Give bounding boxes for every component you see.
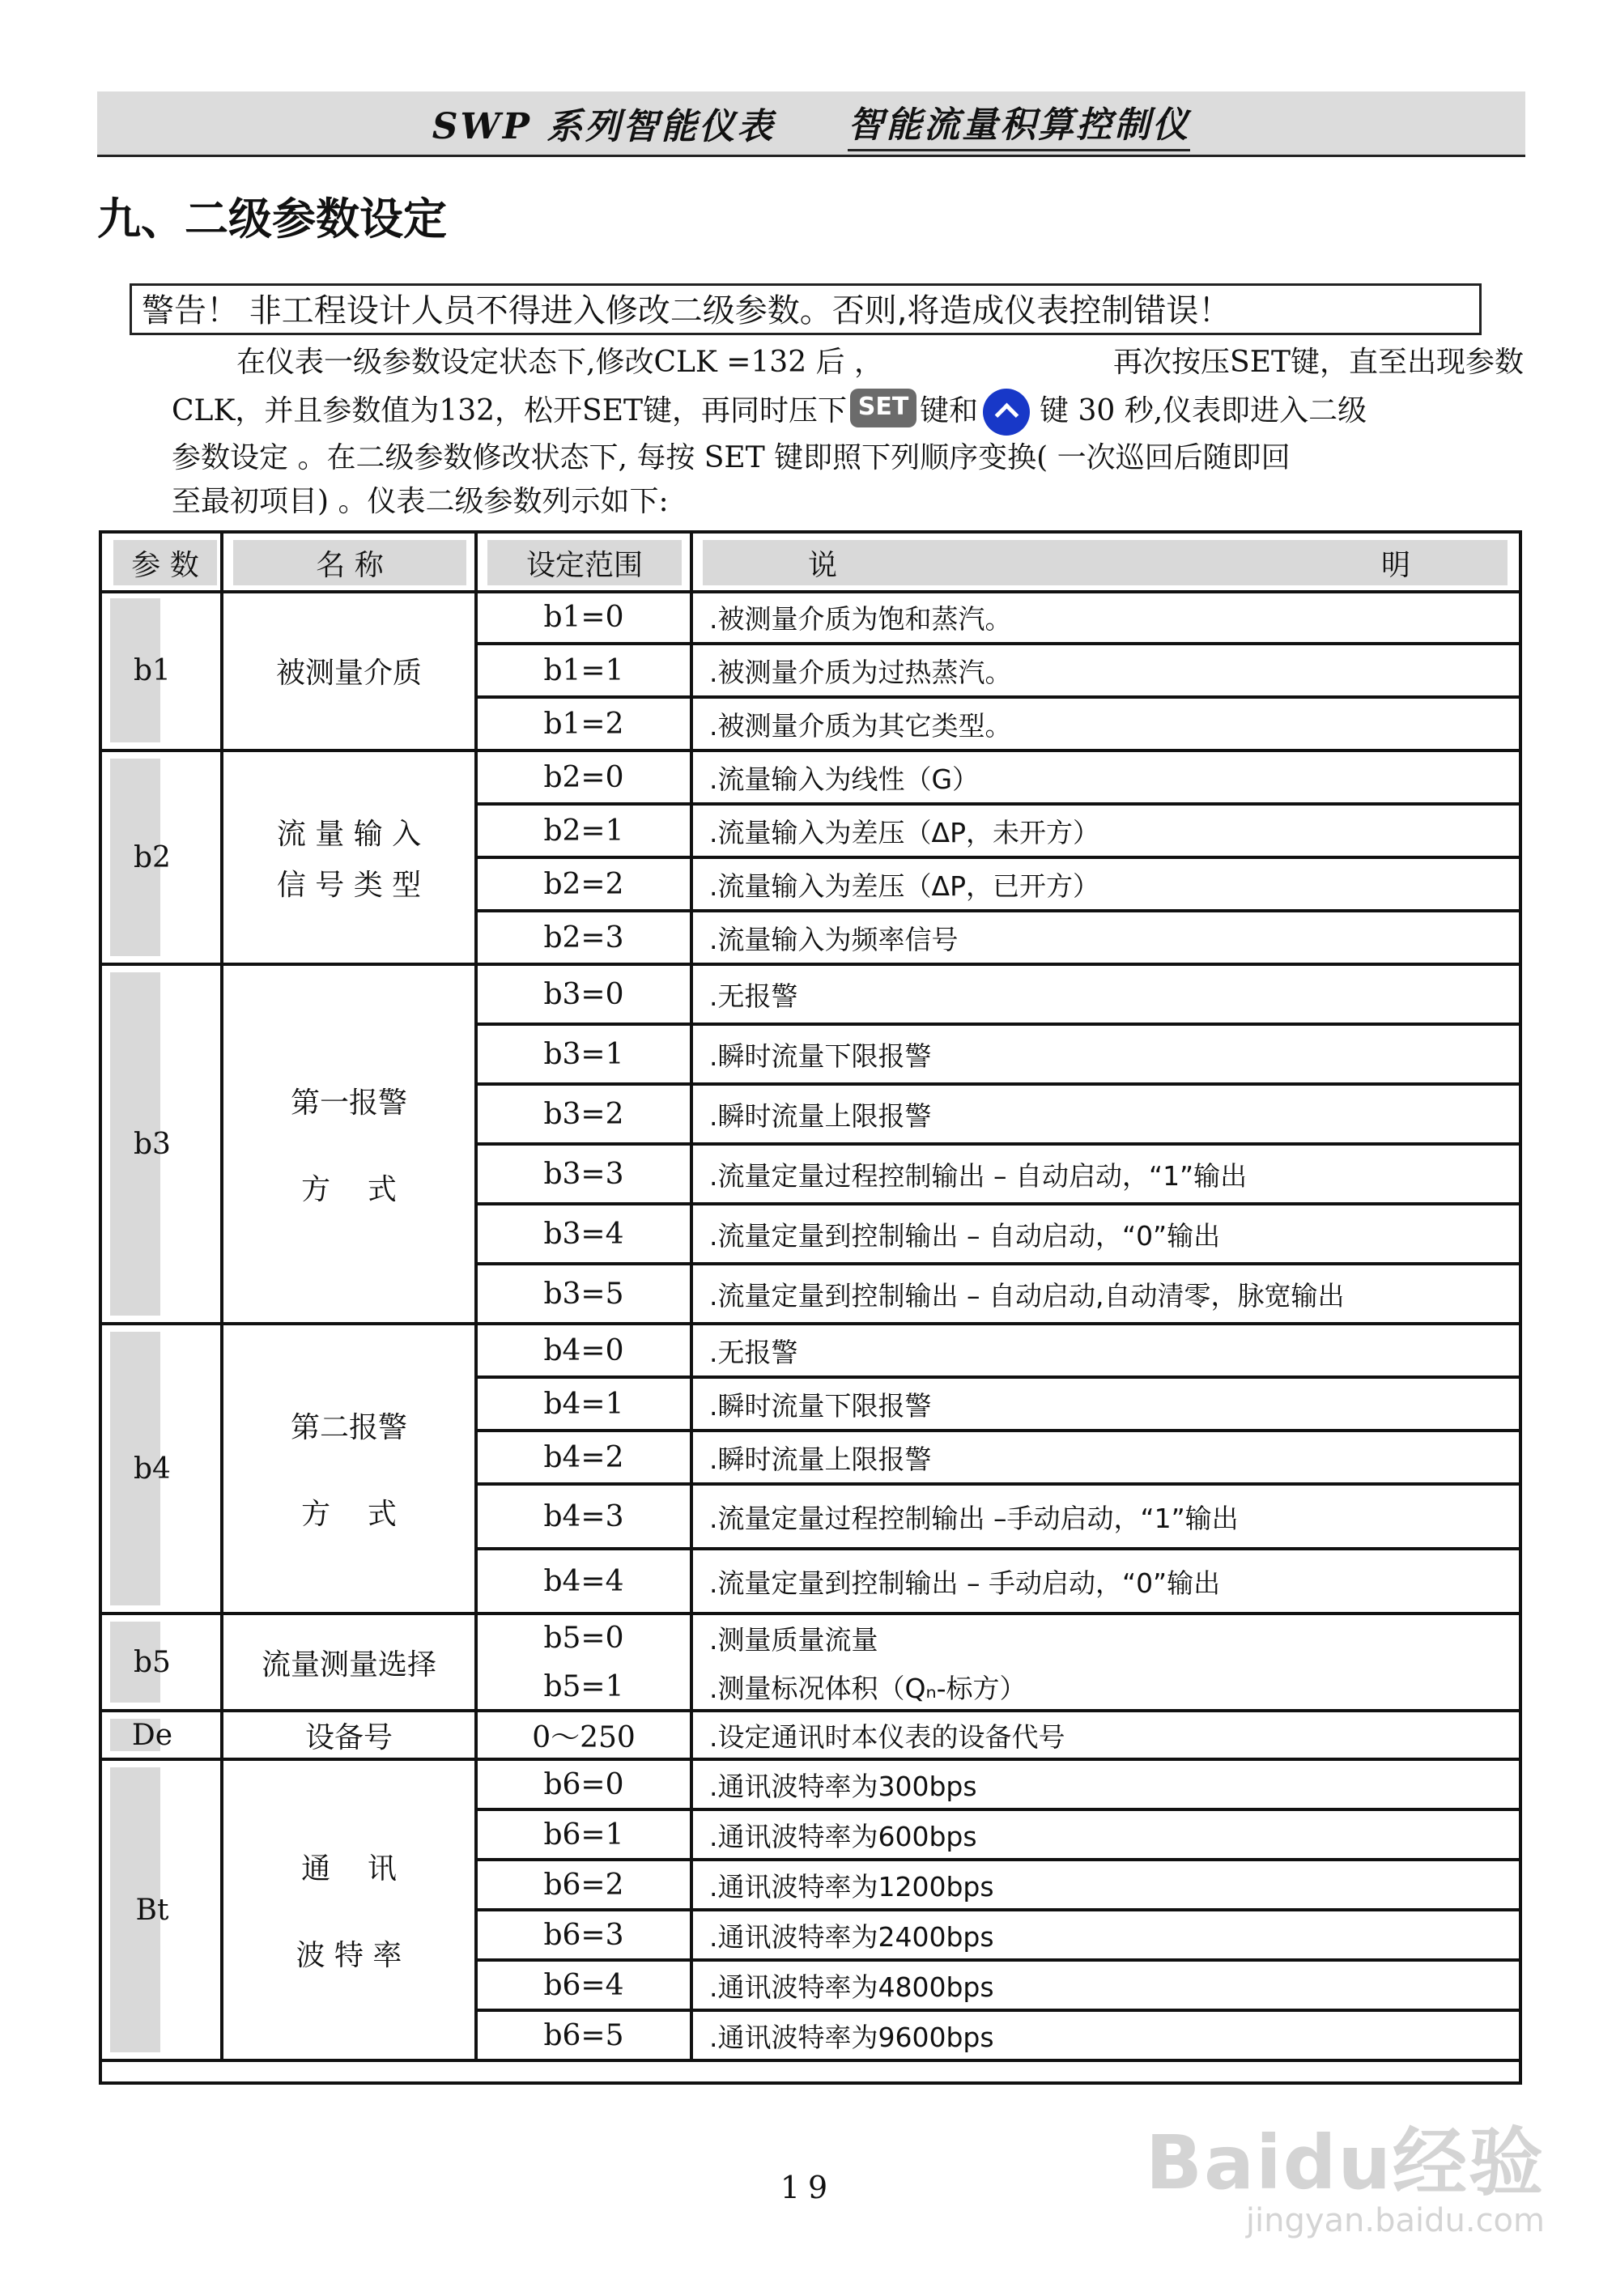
range-cell: b4=2 <box>543 1440 624 1474</box>
range-cell: b5=0 <box>543 1621 624 1655</box>
param-name-line: 方 式 <box>301 1498 397 1531</box>
desc-cell: .流量定量到控制输出 – 自动启动,自动清零，脉宽输出 <box>709 1279 1345 1312</box>
param-code-text: b1 <box>134 653 171 687</box>
range-cell: b3=2 <box>543 1097 624 1131</box>
param-code-text: b5 <box>134 1645 171 1679</box>
desc-cell: .瞬时流量上限报警 <box>709 1443 932 1475</box>
warning-box: 警告！ 非工程设计人员不得进入修改二级参数。否则,将造成仪表控制错误！ <box>130 283 1482 335</box>
header-param: 参 数 <box>113 540 217 585</box>
param-code-text: Bt <box>135 1893 169 1927</box>
param-name-line: 第二报警 <box>290 1411 407 1444</box>
intro-line-4: 至最初项目) 。仪表二级参数列示如下: <box>172 485 669 518</box>
param-name <box>222 1759 476 2060</box>
range-cell: b6=4 <box>543 1968 624 2002</box>
desc-cell: .流量定量过程控制输出 –手动启动，“1”输出 <box>709 1502 1239 1534</box>
range-cell: b6=1 <box>543 1818 624 1852</box>
param-name-line: 通 讯 <box>301 1852 397 1886</box>
header-range: 设定范围 <box>487 540 682 585</box>
param-name-line: 设备号 <box>304 1720 393 1754</box>
param-name-line: 流量测量选择 <box>261 1648 436 1682</box>
param-name-line: 流 量 输 入 <box>276 818 422 851</box>
section-title: 九、二级参数设定 <box>97 193 447 244</box>
header-product: 智能流量积算控制仪 <box>848 96 1190 151</box>
range-cell: b2=2 <box>543 867 624 901</box>
desc-cell: .瞬时流量下限报警 <box>709 1389 932 1422</box>
desc-cell: .流量输入为差压（ΔP，已开方） <box>709 870 1099 902</box>
header-desc-b: 明 <box>1380 548 1410 582</box>
range-cell: b1=0 <box>543 600 624 634</box>
param-name-line: 被测量介质 <box>275 656 422 690</box>
header-desc <box>703 540 1508 585</box>
range-cell: b6=0 <box>543 1767 624 1801</box>
intro-line-1 <box>172 340 1524 385</box>
table-rule <box>474 534 478 2060</box>
range-cell: b2=1 <box>543 814 624 848</box>
header-desc-a: 说 <box>808 548 838 582</box>
param-code-text: De <box>131 1718 173 1752</box>
param-name <box>222 590 476 750</box>
param-name <box>222 750 476 964</box>
range-cell: b4=4 <box>543 1564 624 1598</box>
range-cell: b1=1 <box>543 653 624 687</box>
desc-cell: .无报警 <box>709 1336 798 1368</box>
desc-cell: .被测量介质为饱和蒸汽。 <box>709 602 1012 635</box>
range-cell: b5=1 <box>543 1669 624 1703</box>
param-code-text: b3 <box>134 1127 171 1161</box>
desc-cell: .瞬时流量下限报警 <box>709 1040 932 1072</box>
param-code <box>110 598 219 742</box>
range-cell: b4=1 <box>543 1387 624 1421</box>
desc-cell: .通讯波特率为9600bps <box>709 2021 994 2053</box>
desc-cell: .流量输入为线性（G） <box>709 763 980 795</box>
set-key-icon: SET <box>850 389 916 427</box>
range-cell: b3=4 <box>543 1217 624 1251</box>
table-rule <box>690 534 693 2060</box>
range-cell: b6=3 <box>543 1918 624 1952</box>
running-header <box>97 91 1525 157</box>
header-name: 名 称 <box>233 540 466 585</box>
desc-cell: .流量输入为频率信号 <box>709 923 959 955</box>
watermark <box>1146 2103 1545 2239</box>
intro-line-1b: 再次按压SET键，直至出现参数 <box>1113 346 1524 379</box>
param-name <box>222 1614 476 1711</box>
intro-line-1a: 在仪表一级参数设定状态下,修改CLK =132 后 ， <box>236 346 883 379</box>
table-rule <box>102 2059 1519 2062</box>
range-cell: b3=5 <box>543 1277 624 1311</box>
header-series: SWP 系列智能仪表 <box>432 106 776 147</box>
range-cell: b2=3 <box>543 921 624 955</box>
desc-cell: .通讯波特率为4800bps <box>709 1971 994 2003</box>
desc-cell: .流量定量到控制输出 – 手动启动，“0”输出 <box>709 1567 1221 1599</box>
desc-cell: .通讯波特率为2400bps <box>709 1920 994 1953</box>
param-code <box>110 1332 219 1605</box>
up-key-icon <box>983 389 1030 436</box>
page-number: 19 <box>780 2170 836 2205</box>
parameter-table <box>99 530 1522 2085</box>
param-code <box>110 1767 219 2052</box>
watermark-logo: Baidu经验 <box>1145 2120 1545 2206</box>
range-cell: b1=2 <box>543 707 624 741</box>
desc-cell: .通讯波特率为600bps <box>709 1820 977 1852</box>
intro-line-2c: 键 30 秒,仪表即进入二级 <box>1040 394 1367 427</box>
desc-cell: .流量定量过程控制输出 – 自动启动，“1”输出 <box>709 1159 1248 1192</box>
param-code <box>110 1719 219 1751</box>
desc-cell: .流量输入为差压（ΔP，未开方） <box>709 816 1099 848</box>
desc-cell: .被测量介质为过热蒸汽。 <box>709 656 1012 688</box>
param-name-line: 信 号 类 型 <box>276 869 422 902</box>
param-code-text: b4 <box>134 1452 171 1486</box>
param-code <box>110 972 219 1316</box>
range-cell: 0～250 <box>532 1720 636 1754</box>
param-name <box>222 1324 476 1614</box>
range-cell: b3=0 <box>543 977 624 1011</box>
desc-cell: .设定通讯时本仪表的设备代号 <box>709 1720 1065 1753</box>
desc-cell: .瞬时流量上限报警 <box>709 1099 932 1132</box>
desc-cell: .被测量介质为其它类型。 <box>709 709 1012 742</box>
desc-cell: .通讯波特率为1200bps <box>709 1870 994 1903</box>
intro-line-2b: 键和 <box>920 394 979 427</box>
range-cell: b6=2 <box>543 1868 624 1902</box>
range-cell: b4=0 <box>543 1333 624 1367</box>
param-code <box>110 759 219 956</box>
intro-line-2 <box>172 389 1524 434</box>
table-rule <box>220 534 223 2060</box>
range-cell: b4=3 <box>543 1499 624 1533</box>
range-cell: b3=3 <box>543 1157 624 1191</box>
desc-cell: .测量质量流量 <box>709 1623 878 1656</box>
range-cell: b3=1 <box>543 1037 624 1071</box>
watermark-url: jingyan.baidu.com <box>1245 2202 1545 2239</box>
param-name-line: 第一报警 <box>290 1086 407 1120</box>
param-name <box>222 1711 476 1759</box>
desc-cell: .通讯波特率为300bps <box>709 1770 977 1802</box>
param-name-line: 波 特 率 <box>296 1939 402 1972</box>
param-name <box>222 964 476 1324</box>
intro-line-3: 参数设定 。在二级参数修改状态下, 每按 SET 键即照下列顺序变换( 一次巡回后随即回 <box>172 441 1291 474</box>
range-cell: b6=5 <box>543 2018 624 2052</box>
range-cell: b2=0 <box>543 760 624 794</box>
desc-cell: .无报警 <box>709 980 798 1012</box>
desc-cell: .流量定量到控制输出 – 自动启动，“0”输出 <box>709 1219 1221 1252</box>
param-name-line: 方 式 <box>301 1173 397 1206</box>
intro-line-2a: CLK，并且参数值为132，松开SET键，再同时压下 <box>172 394 848 427</box>
param-code <box>110 1622 219 1703</box>
param-code-text: b2 <box>134 840 171 874</box>
desc-cell: .测量标况体积（Qₙ-标方） <box>709 1672 1027 1704</box>
